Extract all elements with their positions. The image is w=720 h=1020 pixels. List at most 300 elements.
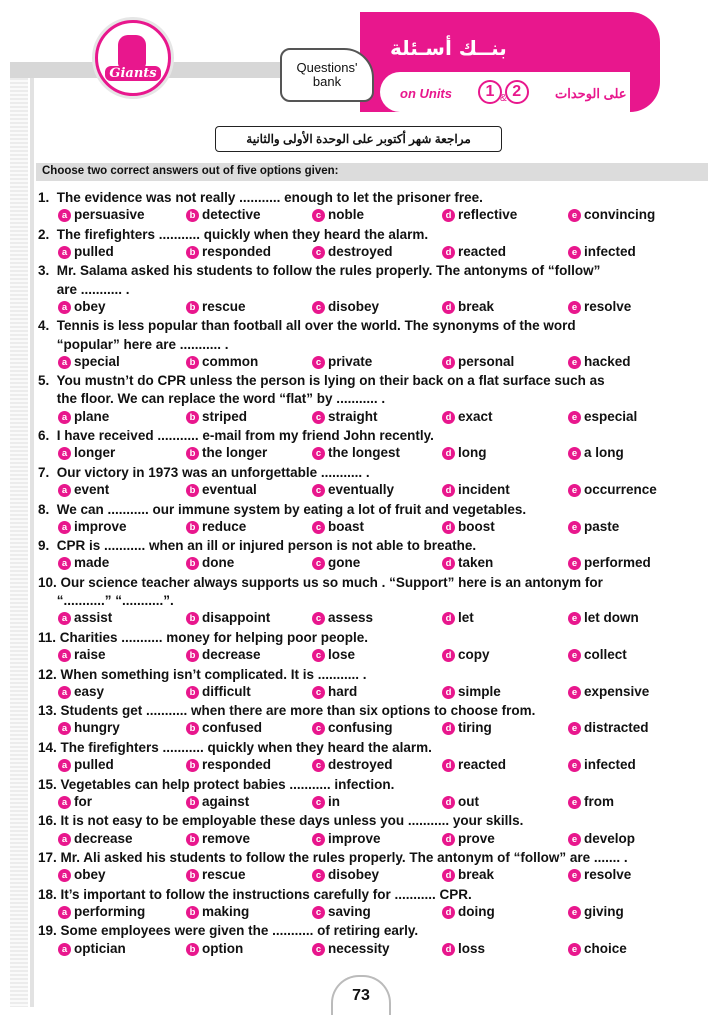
answer-option[interactable] xyxy=(58,941,126,956)
questions-bank-line2: bank xyxy=(312,74,342,89)
answer-option[interactable] xyxy=(442,867,494,882)
option-letter: b xyxy=(186,356,199,369)
option-letter: e xyxy=(568,484,581,497)
option-label: disobey xyxy=(328,867,380,883)
option-label: disappoint xyxy=(202,610,271,626)
option-letter: a xyxy=(58,869,71,882)
answer-option[interactable] xyxy=(58,610,112,625)
options-row xyxy=(38,409,710,428)
option-label: personal xyxy=(458,353,515,369)
option-letter: e xyxy=(568,447,581,460)
option-label: pulled xyxy=(74,757,114,773)
question-text: 5. You mustn’t do CPR unless the person is lying on their back on a flat surface such as xyxy=(38,373,605,389)
options-row xyxy=(38,720,710,739)
answer-option[interactable] xyxy=(58,354,120,369)
answer-option[interactable] xyxy=(442,904,495,919)
option-letter: d xyxy=(442,869,455,882)
option-letter: b xyxy=(186,484,199,497)
answer-option[interactable] xyxy=(186,482,257,497)
logo-text: Giants xyxy=(105,66,160,81)
answer-option[interactable] xyxy=(186,720,262,735)
answer-option[interactable] xyxy=(186,445,267,460)
answer-option[interactable] xyxy=(442,299,494,314)
answer-option[interactable] xyxy=(568,684,649,699)
answer-option[interactable] xyxy=(312,831,381,846)
answer-option[interactable] xyxy=(312,519,364,534)
option-letter: e xyxy=(568,246,581,259)
option-letter: c xyxy=(312,722,325,735)
option-label: the longest xyxy=(328,445,401,461)
option-label: common xyxy=(202,353,259,369)
option-letter: b xyxy=(186,906,199,919)
answer-option[interactable] xyxy=(568,610,639,625)
option-letter: a xyxy=(58,484,71,497)
answer-option[interactable] xyxy=(186,647,261,662)
answer-option[interactable] xyxy=(186,831,250,846)
page-number: 73 xyxy=(331,975,391,1015)
question-text: “...........” “...........”. xyxy=(38,593,174,609)
option-letter: b xyxy=(186,833,199,846)
answer-option[interactable] xyxy=(442,409,493,424)
option-label: gone xyxy=(328,555,361,571)
option-letter: a xyxy=(58,612,71,625)
option-label: destroyed xyxy=(328,243,393,259)
answer-option[interactable] xyxy=(58,757,114,772)
answer-option[interactable] xyxy=(58,409,109,424)
option-letter: b xyxy=(186,209,199,222)
option-label: doing xyxy=(458,903,495,919)
option-label: break xyxy=(458,298,495,314)
option-label: a long xyxy=(584,445,624,461)
option-letter: d xyxy=(442,906,455,919)
option-letter: c xyxy=(312,796,325,809)
answer-option[interactable] xyxy=(442,831,495,846)
answer-option[interactable] xyxy=(442,720,492,735)
option-label: expensive xyxy=(584,683,650,699)
option-letter: e xyxy=(568,906,581,919)
answer-option[interactable] xyxy=(568,445,624,460)
option-letter: e xyxy=(568,411,581,424)
option-label: assess xyxy=(328,610,374,626)
answer-option[interactable] xyxy=(58,445,115,460)
options-row xyxy=(38,482,710,501)
option-letter: e xyxy=(568,612,581,625)
answer-option[interactable] xyxy=(58,720,120,735)
answer-option[interactable] xyxy=(312,647,355,662)
question-text: 17. Mr. Ali asked his students to follow the rules properly. The antonym of “follow” are ....... . xyxy=(38,850,628,866)
option-label: tiring xyxy=(458,720,492,736)
option-letter: e xyxy=(568,943,581,956)
answer-option[interactable] xyxy=(442,610,474,625)
option-label: made xyxy=(74,555,110,571)
option-label: giving xyxy=(584,903,624,919)
giants-logo xyxy=(95,20,171,96)
option-label: copy xyxy=(458,647,490,663)
revision-title: مراجعة شهر أكتوبر على الوحدة الأولى والثانية xyxy=(215,126,502,152)
option-label: reduce xyxy=(202,518,247,534)
answer-option[interactable] xyxy=(186,794,249,809)
option-label: performed xyxy=(584,555,651,571)
option-letter: b xyxy=(186,759,199,772)
option-letter: c xyxy=(312,484,325,497)
option-label: resolve xyxy=(584,867,632,883)
answer-option[interactable] xyxy=(186,757,271,772)
option-label: for xyxy=(74,793,92,809)
option-letter: c xyxy=(312,209,325,222)
answer-option[interactable] xyxy=(312,610,373,625)
option-label: difficult xyxy=(202,683,251,699)
answer-option[interactable] xyxy=(568,794,614,809)
option-letter: b xyxy=(186,447,199,460)
answer-option[interactable] xyxy=(186,941,243,956)
answer-option[interactable] xyxy=(186,904,249,919)
answer-option[interactable] xyxy=(58,904,145,919)
option-label: break xyxy=(458,867,495,883)
option-label: confusing xyxy=(328,720,393,736)
option-letter: a xyxy=(58,686,71,699)
answer-option[interactable] xyxy=(312,867,379,882)
option-letter: a xyxy=(58,356,71,369)
option-label: private xyxy=(328,353,373,369)
question-text: 12. When something isn’t complicated. It is ........... . xyxy=(38,666,367,682)
answer-option[interactable] xyxy=(312,757,393,772)
option-label: boast xyxy=(328,518,365,534)
options-row xyxy=(38,647,710,666)
answer-option[interactable] xyxy=(568,482,657,497)
option-letter: b xyxy=(186,301,199,314)
option-label: improve xyxy=(328,830,381,846)
option-label: the longer xyxy=(202,445,268,461)
answer-option[interactable] xyxy=(568,299,631,314)
options-row xyxy=(38,941,710,960)
option-label: rescue xyxy=(202,298,246,314)
option-letter: d xyxy=(442,649,455,662)
option-letter: d xyxy=(442,686,455,699)
answer-option[interactable] xyxy=(568,647,627,662)
option-label: plane xyxy=(74,408,110,424)
option-label: hard xyxy=(328,683,358,699)
option-letter: a xyxy=(58,557,71,570)
answer-option[interactable] xyxy=(312,555,360,570)
option-label: occurrence xyxy=(584,482,657,498)
option-label: noble xyxy=(328,207,364,223)
answer-option[interactable] xyxy=(312,904,371,919)
answer-option[interactable] xyxy=(58,207,145,222)
question-text: 19. Some employees were given the ........... of retiring early. xyxy=(38,923,419,939)
answer-option[interactable] xyxy=(186,409,247,424)
option-letter: a xyxy=(58,246,71,259)
answer-option[interactable] xyxy=(568,757,636,772)
option-letter: a xyxy=(58,943,71,956)
question-text: “popular” here are ........... . xyxy=(38,336,229,352)
option-label: from xyxy=(584,793,614,809)
option-letter: e xyxy=(568,686,581,699)
answer-option[interactable] xyxy=(568,831,635,846)
option-label: persuasive xyxy=(74,207,145,223)
option-letter: b xyxy=(186,869,199,882)
answer-option[interactable] xyxy=(312,244,393,259)
option-letter: d xyxy=(442,612,455,625)
option-label: loss xyxy=(458,940,486,956)
option-letter: e xyxy=(568,209,581,222)
answer-option[interactable] xyxy=(58,244,114,259)
answer-option[interactable] xyxy=(442,684,501,699)
options-row xyxy=(38,354,710,373)
option-letter: d xyxy=(442,301,455,314)
answer-option[interactable] xyxy=(58,555,109,570)
option-letter: c xyxy=(312,612,325,625)
answer-option[interactable] xyxy=(58,794,92,809)
option-label: special xyxy=(74,353,120,369)
options-row xyxy=(38,831,710,850)
option-label: eventual xyxy=(202,482,257,498)
question-text: 10. Our science teacher always supports us so much . “Support” here is an antonym for xyxy=(38,574,603,590)
option-letter: b xyxy=(186,796,199,809)
option-letter: e xyxy=(568,796,581,809)
option-label: boost xyxy=(458,518,495,534)
option-letter: c xyxy=(312,356,325,369)
option-label: out xyxy=(458,793,479,809)
answer-option[interactable] xyxy=(312,794,340,809)
option-label: decrease xyxy=(74,830,133,846)
answer-option[interactable] xyxy=(442,941,485,956)
option-letter: c xyxy=(312,411,325,424)
answer-option[interactable] xyxy=(186,610,270,625)
option-letter: d xyxy=(442,759,455,772)
answer-option[interactable] xyxy=(186,555,234,570)
option-letter: d xyxy=(442,356,455,369)
question-text: 16. It is not easy to be employable these days unless you ........... your skills. xyxy=(38,813,524,829)
questions-bank-line1: Questions' xyxy=(296,60,358,75)
option-letter: c xyxy=(312,649,325,662)
question-text: 9. CPR is ........... when an ill or injured person is not able to breathe. xyxy=(38,538,477,554)
instruction-text: Choose two correct answers out of five options given: xyxy=(42,165,339,177)
option-label: assist xyxy=(74,610,113,626)
option-label: reflective xyxy=(458,207,518,223)
option-label: necessity xyxy=(328,940,390,956)
answer-option[interactable] xyxy=(186,207,261,222)
option-label: pulled xyxy=(74,243,114,259)
option-label: let xyxy=(458,610,474,626)
answer-option[interactable] xyxy=(568,941,627,956)
fist-icon xyxy=(118,35,146,69)
answer-option[interactable] xyxy=(312,207,364,222)
option-label: done xyxy=(202,555,235,571)
option-label: improve xyxy=(74,518,127,534)
answer-option[interactable] xyxy=(442,555,493,570)
option-label: straight xyxy=(328,408,378,424)
option-letter: e xyxy=(568,557,581,570)
option-letter: c xyxy=(312,557,325,570)
option-letter: a xyxy=(58,722,71,735)
options-row xyxy=(38,519,710,538)
answer-option[interactable] xyxy=(568,409,637,424)
option-label: performing xyxy=(74,903,146,919)
answer-option[interactable] xyxy=(186,354,258,369)
answer-option[interactable] xyxy=(58,647,106,662)
question-text: 11. Charities ........... money for helping poor people. xyxy=(38,629,369,645)
option-letter: e xyxy=(568,649,581,662)
option-label: responded xyxy=(202,757,272,773)
question-text: 18. It’s important to follow the instructions carefully for ........... CPR. xyxy=(38,886,472,902)
option-letter: b xyxy=(186,521,199,534)
answer-option[interactable] xyxy=(442,647,490,662)
option-label: option xyxy=(202,940,244,956)
answer-option[interactable] xyxy=(58,831,133,846)
option-letter: a xyxy=(58,411,71,424)
answer-option[interactable] xyxy=(312,482,394,497)
option-label: distracted xyxy=(584,720,649,736)
answer-option[interactable] xyxy=(58,867,106,882)
answer-option[interactable] xyxy=(312,445,400,460)
options-row xyxy=(38,684,710,703)
answer-option[interactable] xyxy=(442,757,506,772)
option-label: prove xyxy=(458,830,495,846)
answer-option[interactable] xyxy=(568,720,649,735)
answer-option[interactable] xyxy=(186,684,251,699)
option-letter: d xyxy=(442,833,455,846)
options-row xyxy=(38,207,710,226)
option-label: resolve xyxy=(584,298,632,314)
option-label: hungry xyxy=(74,720,120,736)
option-label: obey xyxy=(74,298,106,314)
option-letter: c xyxy=(312,833,325,846)
option-letter: c xyxy=(312,943,325,956)
questions-bank-label xyxy=(280,48,374,102)
option-label: paste xyxy=(584,518,620,534)
option-letter: d xyxy=(442,246,455,259)
option-letter: e xyxy=(568,301,581,314)
answer-option[interactable] xyxy=(186,867,246,882)
option-letter: e xyxy=(568,521,581,534)
answer-option[interactable] xyxy=(58,684,104,699)
answer-option[interactable] xyxy=(442,794,479,809)
option-letter: b xyxy=(186,649,199,662)
option-letter: d xyxy=(442,209,455,222)
option-letter: b xyxy=(186,246,199,259)
option-label: reacted xyxy=(458,243,507,259)
answer-option[interactable] xyxy=(568,904,624,919)
option-label: making xyxy=(202,903,250,919)
question-text: 13. Students get ........... when there are more than six options to choose from. xyxy=(38,703,536,719)
answer-option[interactable] xyxy=(568,354,631,369)
option-label: in xyxy=(328,793,340,809)
option-letter: b xyxy=(186,612,199,625)
question-text: 7. Our victory in 1973 was an unforgettable ........... . xyxy=(38,464,370,480)
answer-option[interactable] xyxy=(568,555,651,570)
option-label: choice xyxy=(584,940,627,956)
question-list xyxy=(38,189,710,959)
answer-option[interactable] xyxy=(442,482,510,497)
question-text: 8. We can ........... our immune system by eating a lot of fruit and vegetables. xyxy=(38,501,527,517)
answer-option[interactable] xyxy=(186,299,246,314)
answer-option[interactable] xyxy=(312,684,357,699)
answer-option[interactable] xyxy=(568,244,636,259)
option-label: event xyxy=(74,482,110,498)
option-letter: e xyxy=(568,722,581,735)
option-label: detective xyxy=(202,207,261,223)
options-row xyxy=(38,904,710,923)
option-label: infected xyxy=(584,757,636,773)
unit-one-circle: 1 xyxy=(478,80,502,104)
answer-option[interactable] xyxy=(312,299,379,314)
answer-option[interactable] xyxy=(442,354,514,369)
answer-option[interactable] xyxy=(442,519,495,534)
option-letter: a xyxy=(58,209,71,222)
left-margin-decoration xyxy=(10,62,28,1007)
option-label: confused xyxy=(202,720,263,736)
question-text: 3. Mr. Salama asked his students to follow the rules properly. The antonyms of “follow” xyxy=(38,263,601,279)
question-text: 4. Tennis is less popular than football all over the world. The synonyms of the word xyxy=(38,318,576,334)
answer-option[interactable] xyxy=(568,519,619,534)
answer-option[interactable] xyxy=(442,445,487,460)
option-letter: a xyxy=(58,833,71,846)
option-label: destroyed xyxy=(328,757,393,773)
question-text: are ........... . xyxy=(38,281,130,297)
option-label: striped xyxy=(202,408,248,424)
option-letter: a xyxy=(58,301,71,314)
units-badge xyxy=(478,80,529,104)
answer-option[interactable] xyxy=(186,519,246,534)
option-letter: c xyxy=(312,521,325,534)
option-label: let down xyxy=(584,610,639,626)
option-letter: b xyxy=(186,722,199,735)
option-letter: e xyxy=(568,833,581,846)
options-row xyxy=(38,299,710,318)
answer-option[interactable] xyxy=(312,941,390,956)
options-row xyxy=(38,555,710,574)
answer-option[interactable] xyxy=(58,519,127,534)
option-letter: a xyxy=(58,521,71,534)
answer-option[interactable] xyxy=(312,720,393,735)
question-text: 14. The firefighters ........... quickly when they heard the alarm. xyxy=(38,739,432,755)
option-letter: d xyxy=(442,796,455,809)
option-letter: a xyxy=(58,447,71,460)
answer-option[interactable] xyxy=(58,482,109,497)
question-text: the floor. We can replace the word “flat” by ........... . xyxy=(38,391,386,407)
question-text: 15. Vegetables can help protect babies ........... infection. xyxy=(38,776,395,792)
option-letter: e xyxy=(568,869,581,882)
answer-option[interactable] xyxy=(442,207,517,222)
answer-option[interactable] xyxy=(442,244,506,259)
answer-option[interactable] xyxy=(186,244,271,259)
option-letter: b xyxy=(186,411,199,424)
option-label: decrease xyxy=(202,647,261,663)
option-label: against xyxy=(202,793,250,809)
answer-option[interactable] xyxy=(312,409,378,424)
option-letter: b xyxy=(186,943,199,956)
option-letter: c xyxy=(312,759,325,772)
question-text: 1. The evidence was not really ........... enough to let the prisoner free. xyxy=(38,190,483,205)
option-label: taken xyxy=(458,555,494,571)
option-label: long xyxy=(458,445,487,461)
option-label: convincing xyxy=(584,207,656,223)
option-label: lose xyxy=(328,647,356,663)
option-label: infected xyxy=(584,243,636,259)
option-label: especial xyxy=(584,408,638,424)
answer-option[interactable] xyxy=(58,299,106,314)
option-letter: b xyxy=(186,686,199,699)
option-letter: e xyxy=(568,356,581,369)
option-label: exact xyxy=(458,408,493,424)
option-letter: d xyxy=(442,722,455,735)
option-letter: d xyxy=(442,447,455,460)
answer-option[interactable] xyxy=(568,867,631,882)
options-row xyxy=(38,757,710,776)
answer-option[interactable] xyxy=(568,207,655,222)
option-letter: c xyxy=(312,906,325,919)
answer-option[interactable] xyxy=(312,354,372,369)
